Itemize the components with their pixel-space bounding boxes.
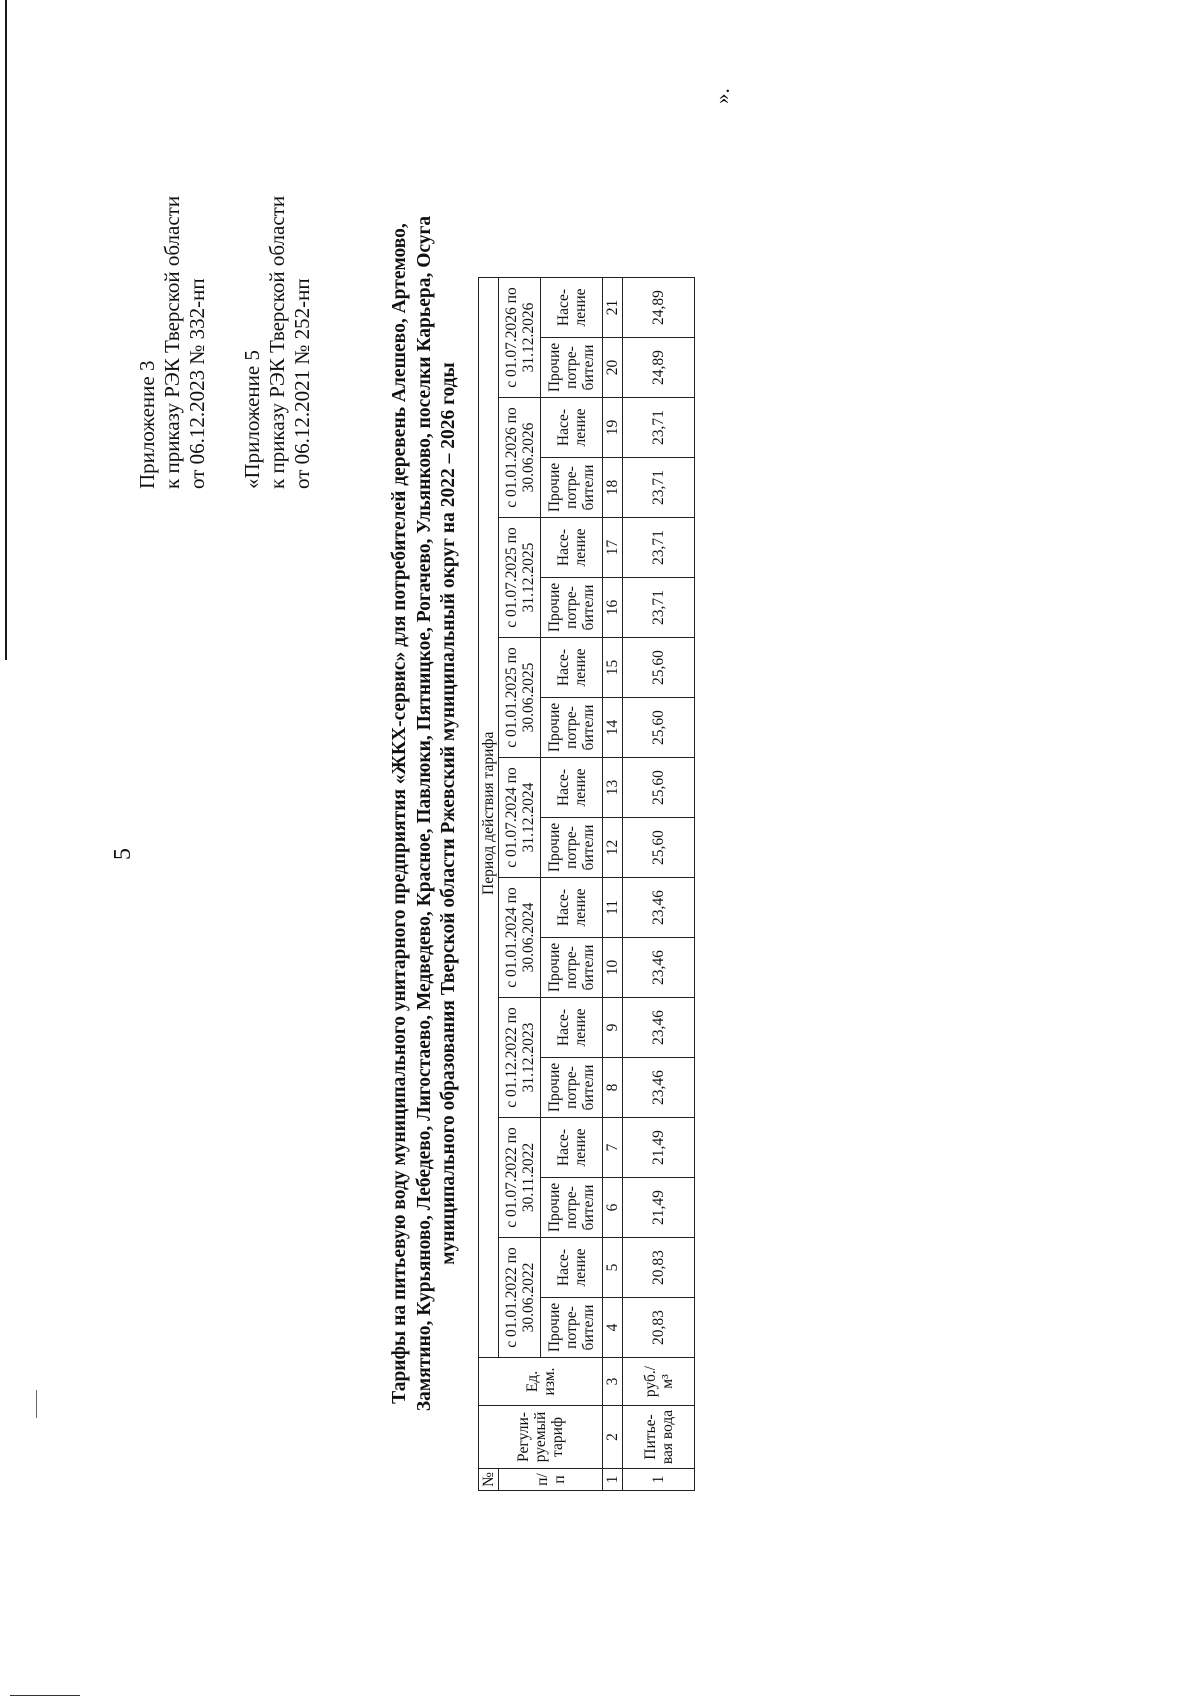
column-number: 16 xyxy=(603,578,623,638)
tariff-value: 21,49 xyxy=(623,1118,695,1178)
subheader-others: Прочие потре-бители xyxy=(541,1298,603,1358)
row-tariff-name: Питье-вая вода xyxy=(623,1406,695,1469)
subheader-population: Насе-ление xyxy=(541,1118,603,1178)
column-number: 15 xyxy=(603,638,623,698)
tariff-value: 23,46 xyxy=(623,998,695,1058)
appendix-line: к приказу РЭК Тверской области xyxy=(265,195,289,489)
tariff-value: 23,71 xyxy=(623,458,695,518)
column-number: 6 xyxy=(603,1178,623,1238)
header-period-label: Период действия тарифа xyxy=(480,731,497,895)
column-number: 5 xyxy=(603,1238,623,1298)
period-header: с 01.01.2026 по 30.06.2026 xyxy=(499,398,541,518)
subheader-others: Прочие потре-бители xyxy=(541,818,603,878)
tariff-value: 20,83 xyxy=(623,1238,695,1298)
tariff-value: 20,83 xyxy=(623,1298,695,1358)
header-num: № xyxy=(479,1469,499,1491)
appendix-current xyxy=(135,196,210,489)
subheader-population: Насе-ление xyxy=(541,878,603,938)
appendix-line: от 06.12.2021 № 252-нп xyxy=(290,278,314,489)
appendix-line: от 06.12.2023 № 332-нп xyxy=(185,278,209,489)
period-header: с 01.12.2022 по 31.12.2023 xyxy=(499,998,541,1118)
tariff-value: 23,46 xyxy=(623,878,695,938)
subheader-others: Прочие потре-бители xyxy=(541,578,603,638)
column-number: 13 xyxy=(603,758,623,818)
tariff-value: 21,49 xyxy=(623,1178,695,1238)
period-header: с 01.07.2025 по 31.12.2025 xyxy=(499,518,541,638)
column-number: 7 xyxy=(603,1118,623,1178)
column-number: 11 xyxy=(603,878,623,938)
column-number: 17 xyxy=(603,518,623,578)
appendix-line: Приложение 3 xyxy=(135,360,159,489)
column-number: 20 xyxy=(603,338,623,398)
column-number: 9 xyxy=(603,998,623,1058)
tariff-value: 23,71 xyxy=(623,518,695,578)
tariff-value: 23,71 xyxy=(623,578,695,638)
column-number: 4 xyxy=(603,1298,623,1358)
subheader-others: Прочие потре-бители xyxy=(541,338,603,398)
tariff-value: 23,71 xyxy=(623,398,695,458)
column-number: 2 xyxy=(603,1406,623,1469)
column-number: 18 xyxy=(603,458,623,518)
tariff-table xyxy=(478,277,695,1491)
column-number-row xyxy=(603,278,623,1491)
subheader-population: Насе-ление xyxy=(541,998,603,1058)
row-num: 1 xyxy=(623,1469,695,1491)
tariff-value: 25,60 xyxy=(623,698,695,758)
period-header: с 01.01.2024 по 30.06.2024 xyxy=(499,878,541,998)
column-number: 21 xyxy=(603,278,623,338)
period-header: с 01.07.2024 по 31.12.2024 xyxy=(499,758,541,878)
header-tariff: Регули-руемый тариф xyxy=(479,1406,603,1469)
closing-quote: ». xyxy=(710,88,734,104)
subheader-row xyxy=(541,278,603,1491)
header-unit: Ед. изм. xyxy=(479,1358,603,1406)
subheader-population: Насе-ление xyxy=(541,1238,603,1298)
column-number: 1 xyxy=(603,1469,623,1491)
row-unit: руб./м³ xyxy=(623,1358,695,1406)
appendix-previous xyxy=(240,196,315,489)
appendix-line: к приказу РЭК Тверской области xyxy=(160,195,184,489)
tariff-value: 24,89 xyxy=(623,338,695,398)
period-header: с 01.07.2026 по 31.12.2026 xyxy=(499,278,541,398)
column-number: 19 xyxy=(603,398,623,458)
tariff-value: 23,46 xyxy=(623,1058,695,1118)
header-num-sub: п/п xyxy=(499,1469,603,1491)
tariff-value: 24,89 xyxy=(623,278,695,338)
tariff-value: 23,46 xyxy=(623,938,695,998)
tariff-value: 25,60 xyxy=(623,638,695,698)
appendix-line: «Приложение 5 xyxy=(240,350,264,489)
period-header: с 01.01.2022 по 30.06.2022 xyxy=(499,1238,541,1358)
subheader-population: Насе-ление xyxy=(541,398,603,458)
subheader-others: Прочие потре-бители xyxy=(541,938,603,998)
period-header: с 01.07.2022 по 30.11.2022 xyxy=(499,1118,541,1238)
column-number: 12 xyxy=(603,818,623,878)
subheader-others: Прочие потре-бители xyxy=(541,698,603,758)
subheader-population: Насе-ление xyxy=(541,278,603,338)
column-number: 14 xyxy=(603,698,623,758)
subheader-population: Насе-ление xyxy=(541,518,603,578)
period-header: с 01.01.2025 по 30.06.2025 xyxy=(499,638,541,758)
tariff-value: 25,60 xyxy=(623,758,695,818)
column-number: 10 xyxy=(603,938,623,998)
table-row xyxy=(623,278,695,1491)
subheader-others: Прочие потре-бители xyxy=(541,1058,603,1118)
subheader-population: Насе-ление xyxy=(541,758,603,818)
title-line: Замятино, Курьяново, Лебедево, Лигостаево, Медведево, Красное, Павлюки, Пятницкое, Рогачево, Ульянково, поселки Карьера, Осуга xyxy=(413,215,435,1412)
tariff-value: 25,60 xyxy=(623,818,695,878)
subheader-others: Прочие потре-бители xyxy=(541,458,603,518)
title-line: Тарифы на питьевую воду муниципального унитарного предприятия «ЖКХ-сервис» для потребителей деревень Алешево, Артемово, xyxy=(389,223,410,1404)
document-title xyxy=(388,31,462,1596)
title-line: муниципального образования Тверской области Ржевский муниципальный округ на 2022 – 2026 годы xyxy=(438,362,459,1265)
page-number: 5 xyxy=(110,848,136,860)
subheader-population: Насе-ление xyxy=(541,638,603,698)
column-number: 3 xyxy=(603,1358,623,1406)
subheader-others: Прочие потре-бители xyxy=(541,1178,603,1238)
header-period xyxy=(479,278,499,1358)
column-number: 8 xyxy=(603,1058,623,1118)
